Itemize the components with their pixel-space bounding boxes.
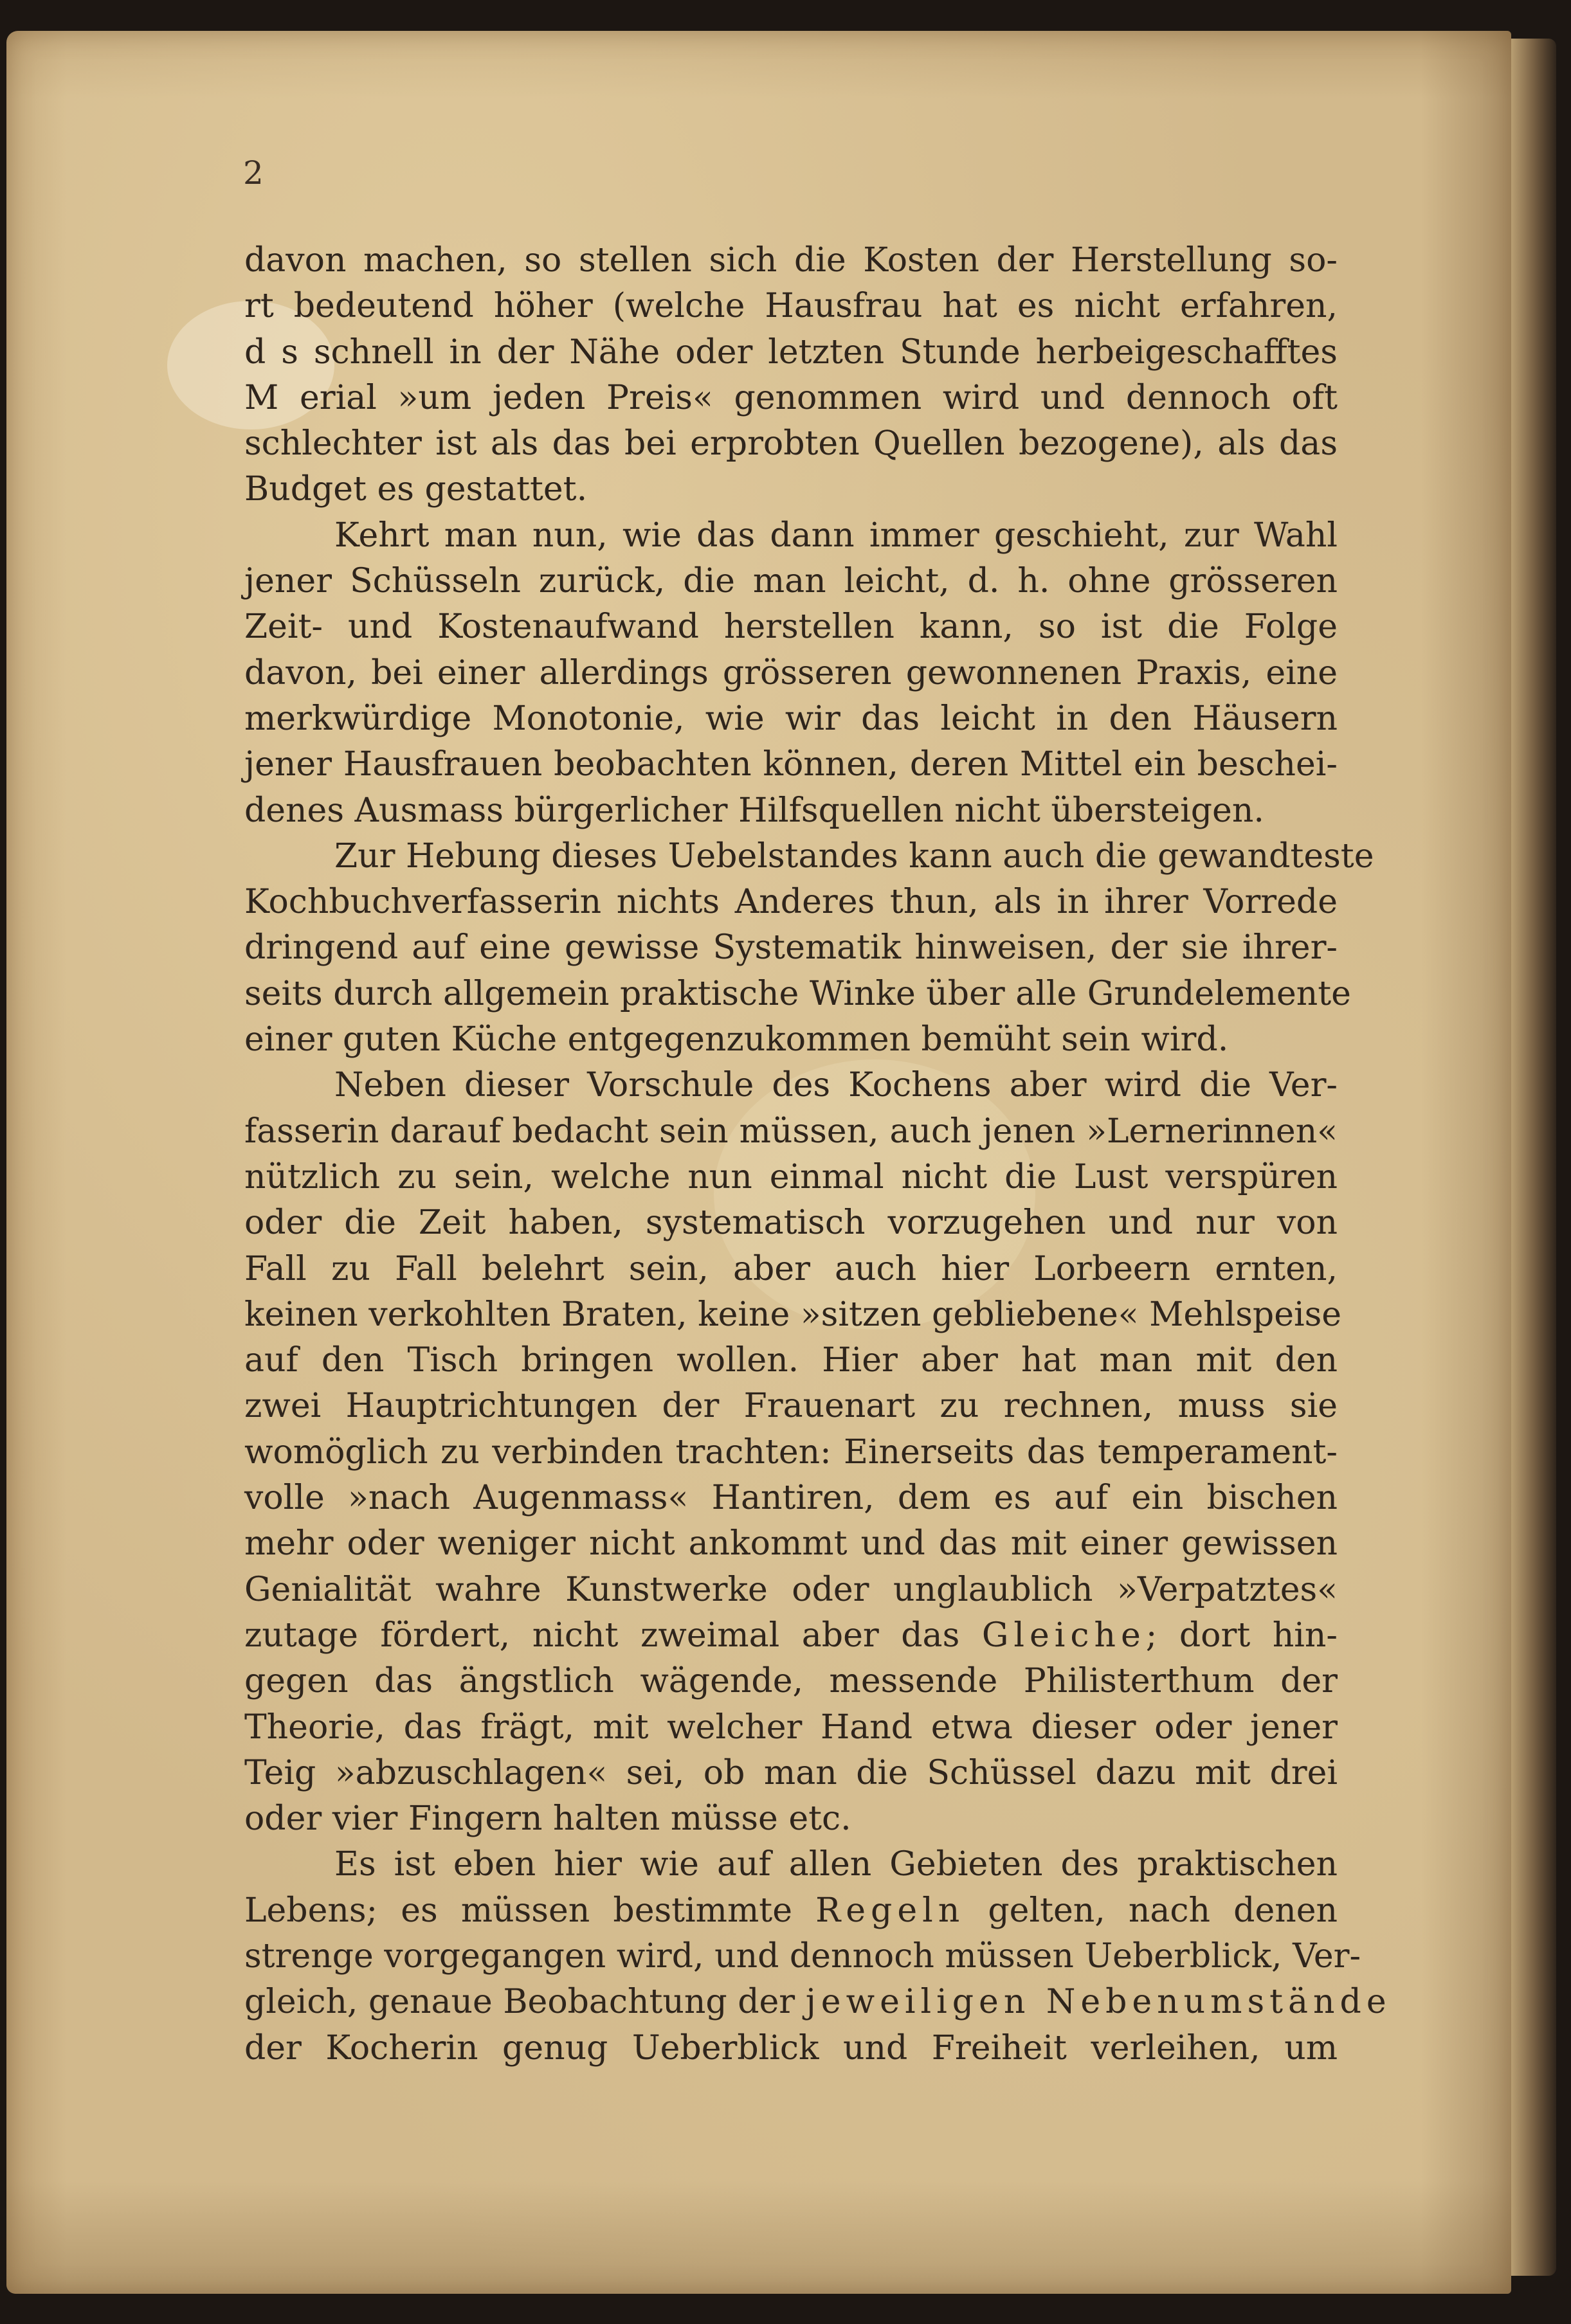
text-segment: ; dort hin- [1145,1616,1338,1655]
emphasized-text: Gleiche [981,1616,1146,1655]
text-line: davon machen, so stellen sich die Kosten der Herstellung so- [244,241,1338,280]
book-edge [1511,39,1556,2276]
text-line: volle »nach Augenmass« Hantiren, dem es auf ein bischen [244,1479,1338,1518]
text-line: schlechter ist als das bei erprobten Quellen bezogene), als das [244,424,1338,464]
text-line: oder die Zeit haben, systematisch vorzugehen und nur von [244,1203,1338,1243]
text-line [244,1613,1338,1659]
text-line: nützlich zu sein, welche nun einmal nicht die Lust verspüren [244,1157,1338,1196]
text-line: Zeit- und Kostenaufwand herstellen kann, so ist die Folge [244,608,1338,647]
text-line: Kochbuchverfasserin nichts Anderes thun, als in ihrer Vorrede [244,883,1338,922]
text-line: Genialität wahre Kunstwerke oder unglaublich »Verpatztes« [244,1570,1338,1609]
text-line: jener Hausfrauen beobachten können, deren Mittel ein beschei- [244,745,1338,784]
text-segment: Lebens; es müssen bestimmte [244,1891,816,1930]
text-line: seits durch allgemein praktische Winke über alle Grundelemente [244,974,1351,1013]
emphasized-text: jeweiligen Nebenumstände [805,1983,1392,2022]
text-line: Kehrt man nun, wie das dann immer geschieht, zur Wahl [334,516,1338,555]
text-segment: gelten, nach denen [965,1891,1338,1930]
text-line: fasserin darauf bedacht sein müssen, auch jenen »Lernerinnen« [244,1112,1338,1151]
text-line: auf den Tisch bringen wollen. Hier aber hat man mit den [244,1341,1338,1380]
body-text [244,238,1392,2071]
text-line: einer guten Küche entgegenzukommen bemüht sein wird. [244,1020,1229,1059]
text-line: davon, bei einer allerdings grösseren gewonnenen Praxis, eine [244,653,1338,692]
text-line: Theorie, das frägt, mit welcher Hand etwa dieser oder jener [244,1707,1338,1747]
text-segment: zutage fördert, nicht zweimal aber das [244,1616,982,1655]
text-line [244,1888,1338,1934]
text-line: jener Schüsseln zurück, die man leicht, d. h. ohne grösseren [244,562,1338,601]
text-segment: gleich, genaue Beobachtung der [244,1983,806,2022]
text-line: M erial »um jeden Preis« genommen wird und dennoch oft [244,378,1338,417]
text-line: womöglich zu verbinden trachten: Einerseits das temperament- [244,1432,1338,1472]
text-line: Zur Hebung dieses Uebelstandes kann auch die gewandteste [334,836,1374,876]
text-line: oder vier Fingern halten müsse etc. [244,1799,851,1839]
text-line: strenge vorgegangen wird, und dennoch müssen Ueberblick, Ver- [244,1936,1361,1976]
text-line: Teig »abzuschlagen« sei, ob man die Schüssel dazu mit drei [244,1753,1338,1792]
text-line: Budget es gestattet. [244,470,588,509]
text-line: der Kocherin genug Ueberblick und Freiheit verleihen, um [244,2028,1338,2067]
text-line [244,1979,1392,2025]
emphasized-text: Regeln [815,1891,965,1930]
text-line: mehr oder weniger nicht ankommt und das mit einer gewissen [244,1524,1338,1563]
text-line: Neben dieser Vorschule des Kochens aber wird die Ver- [334,1066,1338,1105]
text-line: dringend auf eine gewisse Systematik hinweisen, der sie ihrer- [244,928,1338,968]
page-number: 2 [243,154,264,192]
text-line: Fall zu Fall belehrt sein, aber auch hier Lorbeern ernten, [244,1249,1338,1288]
text-line: rt bedeutend höher (welche Hausfrau hat es nicht erfahren, [244,287,1338,326]
text-line: keinen verkohlten Braten, keine »sitzen gebliebene« Mehlspeise [244,1295,1342,1334]
text-line: d s schnell in der Nähe oder letzten Stunde herbeigeschafftes [244,332,1338,372]
text-line: zwei Hauptrichtungen der Frauenart zu rechnen, muss sie [244,1387,1338,1426]
text-line: Es ist eben hier wie auf allen Gebieten des praktischen [334,1845,1338,1884]
text-line: merkwürdige Monotonie, wie wir das leicht in den Häusern [244,699,1338,738]
text-line: denes Ausmass bürgerlicher Hilfsquellen nicht übersteigen. [244,791,1264,830]
text-line: gegen das ängstlich wägende, messende Philisterthum der [244,1662,1338,1701]
